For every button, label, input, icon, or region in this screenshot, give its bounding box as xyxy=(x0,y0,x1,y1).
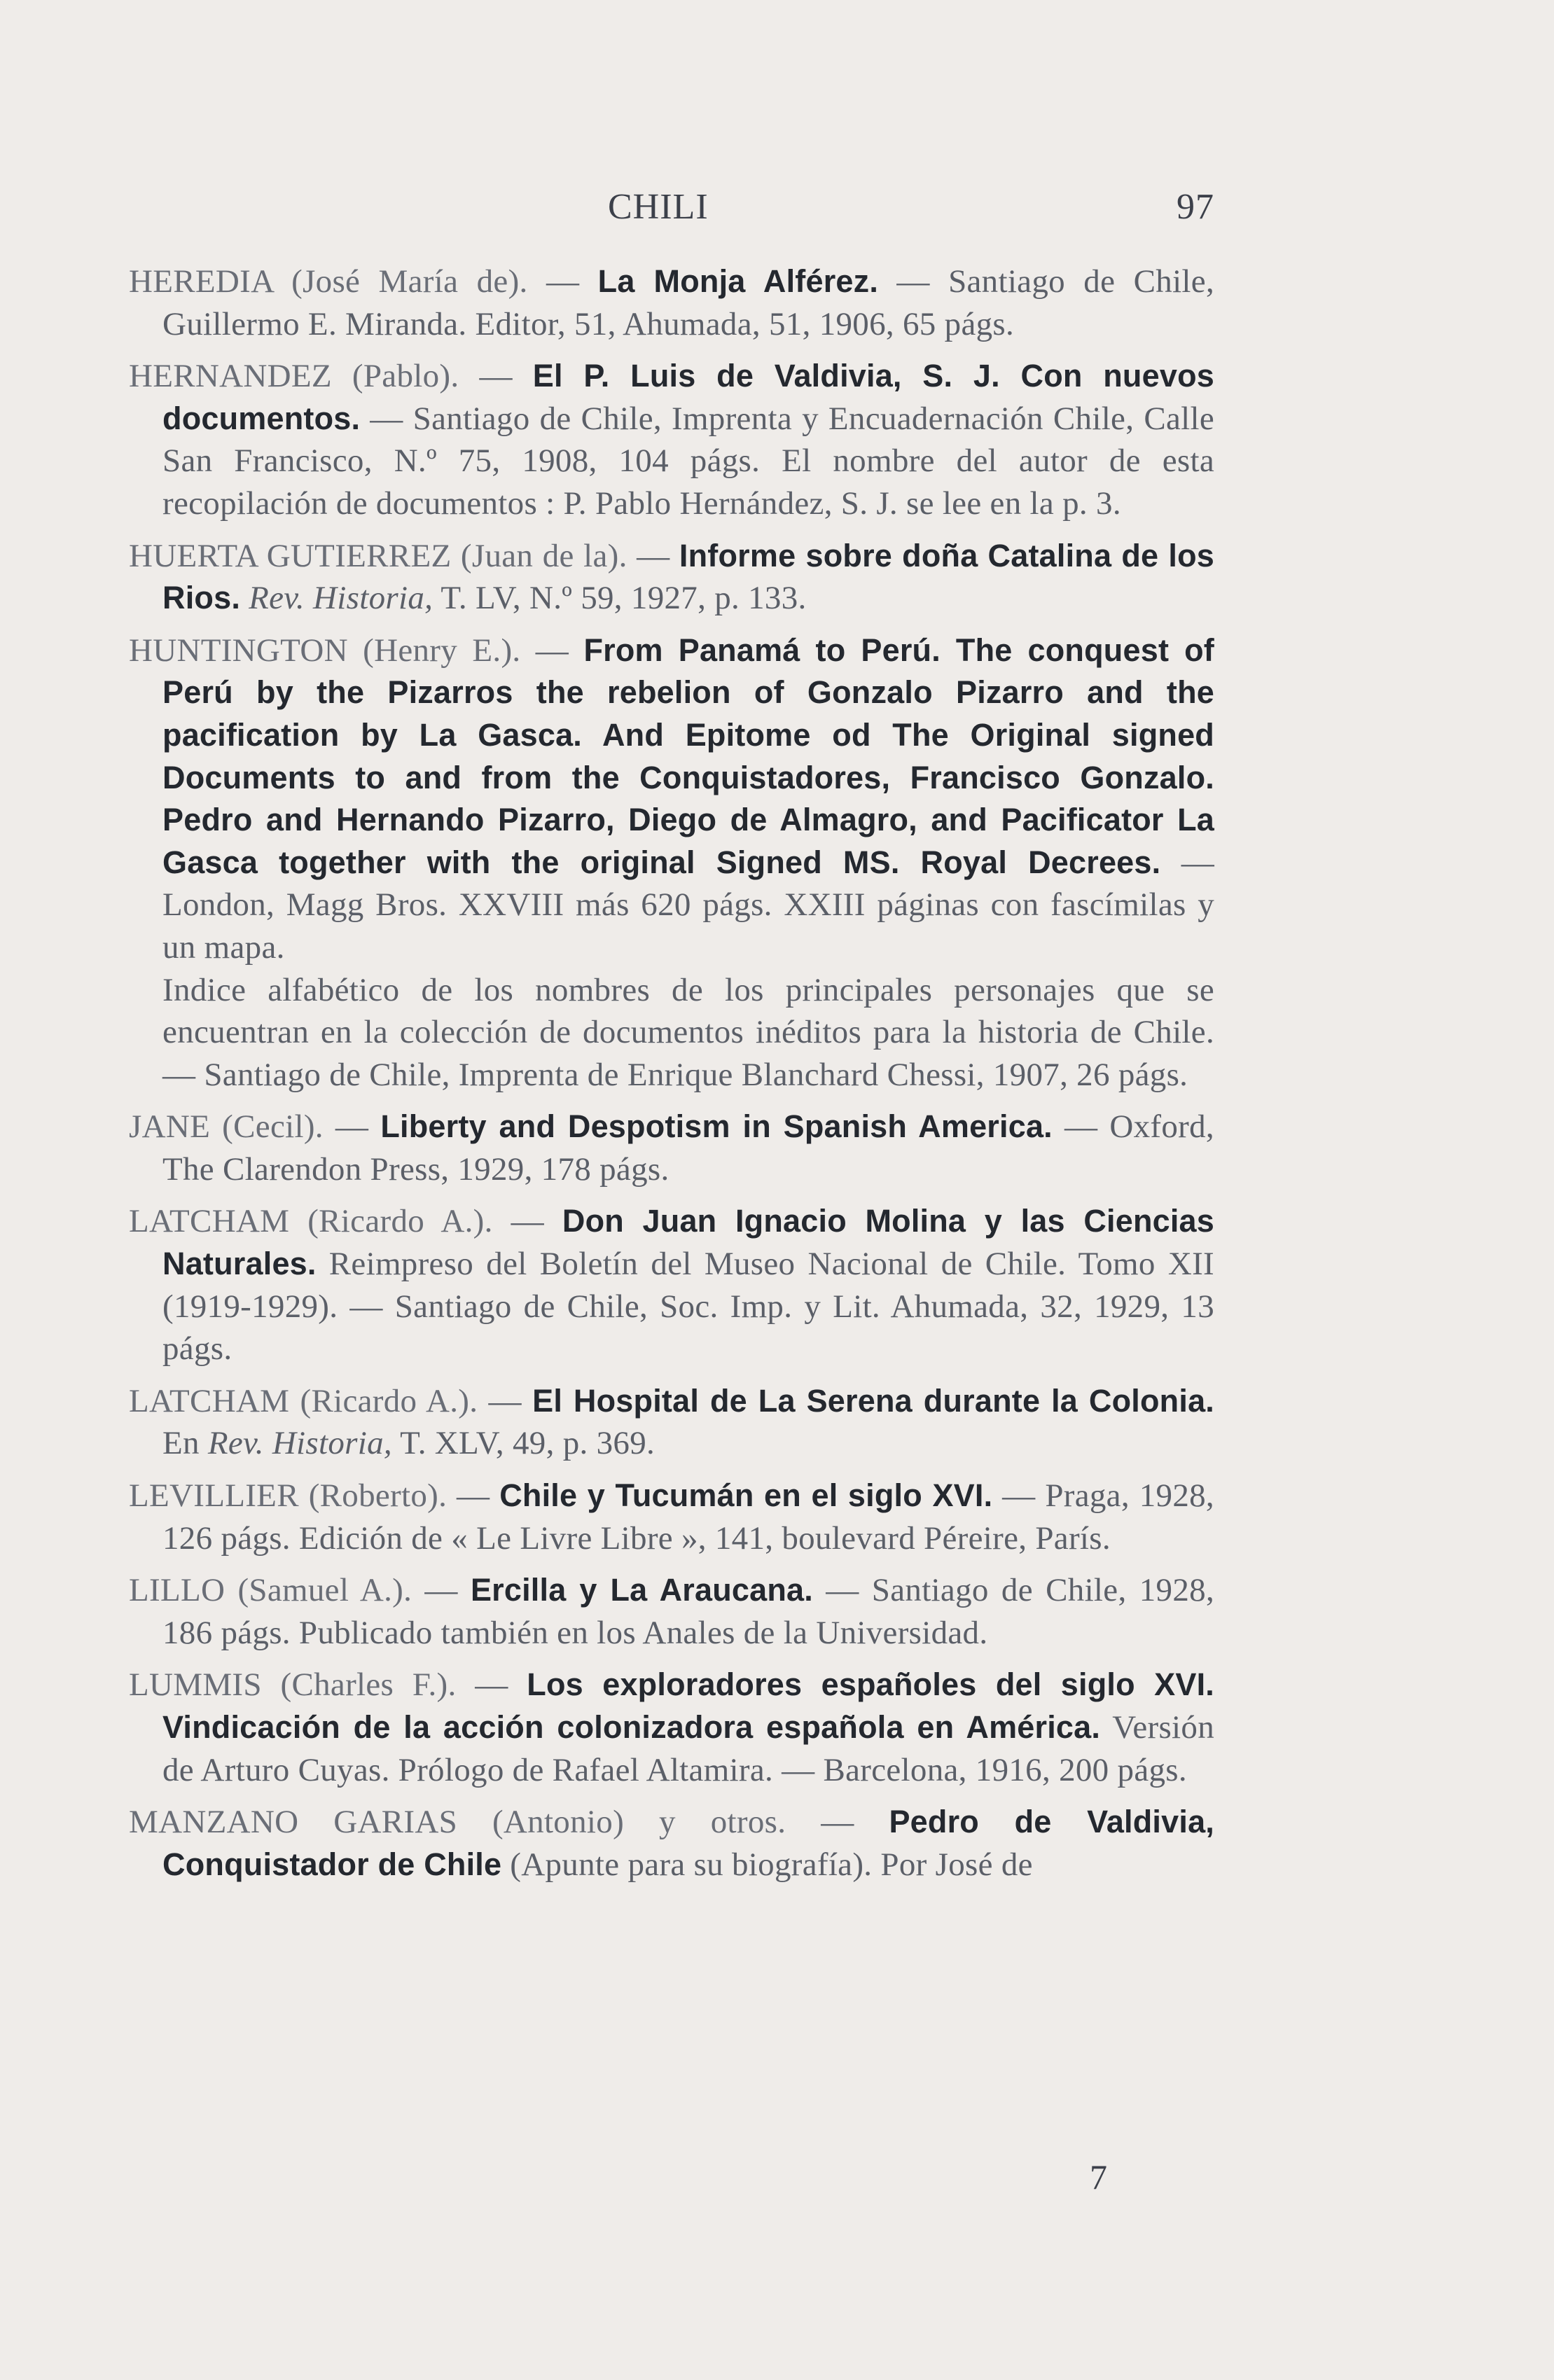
separator: — xyxy=(459,358,533,395)
bibliography-entry xyxy=(129,629,1214,969)
entry-author: JANE (Cecil). xyxy=(129,1108,324,1146)
bibliography-entry xyxy=(129,260,1214,345)
separator: — xyxy=(813,1572,872,1609)
bibliography-entry xyxy=(129,1664,1214,1791)
signature-mark: 7 xyxy=(1090,2157,1107,2197)
entry-publication: Santiago de Chile, Guillermo E. Miranda. Editor, 51, Ahumada, 51, 1906, 65 págs. xyxy=(162,263,1214,342)
entry-title: El P. Luis de Valdivia, S. J. Con nuevos documentos. xyxy=(162,358,1214,436)
separator: — xyxy=(323,1108,381,1146)
entry-publication: Praga, 1928, 126 págs. Edición de « Le Livre Libre », 141, boulevard Péreire, París. xyxy=(162,1477,1214,1557)
separator: En xyxy=(162,1425,208,1462)
entry-title: Pedro de Valdivia, Conquistador de Chile xyxy=(162,1804,1214,1882)
entry-author: LILLO (Samuel A.). xyxy=(129,1572,412,1609)
entry-author: LATCHAM (Ricardo A.). xyxy=(129,1382,478,1419)
entry-author: MANZANO GARIAS (Antonio) y otros. xyxy=(129,1804,786,1841)
bibliography-entry xyxy=(129,1200,1214,1370)
bibliography-list xyxy=(129,260,1214,1886)
separator: — xyxy=(627,537,679,574)
entry-publication: Versión de Arturo Cuyas. Prólogo de Rafael Altamira. — Barcelona, 1916, 200 págs. xyxy=(162,1709,1214,1788)
separator: — xyxy=(786,1804,889,1841)
entry-title: Ercilla y La Araucana. xyxy=(470,1572,813,1608)
entry-publication: London, Magg Bros. XXVIII más 620 págs. XXIII páginas con fascímilas y un mapa. xyxy=(162,886,1214,966)
separator: — xyxy=(520,632,584,669)
bibliography-entry xyxy=(129,1569,1214,1654)
separator: — xyxy=(492,1203,562,1240)
entry-author: HUERTA GUTIERREZ (Juan de la). xyxy=(129,537,627,574)
entry-journal: Rev. Historia, xyxy=(207,1425,392,1462)
separator xyxy=(1100,1709,1112,1746)
bibliography-entry xyxy=(129,355,1214,524)
entry-title: Don Juan Ignacio Molina y las Ciencias Naturales. xyxy=(162,1203,1215,1282)
separator: — xyxy=(360,400,413,437)
entry-author: LATCHAM (Ricardo A.). xyxy=(129,1203,493,1240)
bibliography-entry xyxy=(129,1475,1214,1559)
separator xyxy=(317,1246,329,1282)
entry-title: El Hospital de La Serena durante la Colonia. xyxy=(532,1382,1215,1419)
running-title: CHILI xyxy=(608,187,709,227)
page-number: 97 xyxy=(1177,187,1214,227)
entry-author: HUNTINGTON (Henry E.). xyxy=(129,632,521,669)
bibliography-entry xyxy=(129,1801,1214,1886)
separator: — xyxy=(447,1477,500,1515)
entry-publication: T. XLV, 49, p. 369. xyxy=(391,1425,655,1462)
entry-publication: (Apunte para su biografía). Por José de xyxy=(510,1846,1033,1883)
entry-title: Informe sobre doña Catalina de los Rios. xyxy=(162,537,1214,616)
entry-journal: Rev. Historia, xyxy=(249,580,433,617)
bibliography-subentry xyxy=(129,969,1214,1097)
separator: — xyxy=(478,1382,533,1419)
entry-publication: Santiago de Chile, 1928, 186 págs. Publicado también en los Anales de la Universidad. xyxy=(162,1572,1214,1651)
separator xyxy=(240,580,249,616)
bibliography-entry xyxy=(129,1380,1214,1465)
entry-title: La Monja Alférez. xyxy=(597,263,879,299)
entry-title: From Panamá to Perú. The conquest of Perú by the Pizarros the rebelion of Gonzalo Pizarro and the pacification by La Gasca. And Epitome od The Original signed Documents to and from the Conquistadores, Francisco Gonzalo. Pedro and Hernando Pizarro, Diego de Almagro, and Pacificator La Gasca together with the original Signed MS. Royal Decrees. xyxy=(162,632,1214,880)
entry-author: LEVILLIER (Roberto). xyxy=(129,1477,448,1515)
separator: — xyxy=(1052,1108,1110,1146)
entry-title: Liberty and Despotism in Spanish America. xyxy=(380,1108,1053,1145)
separator: — xyxy=(878,263,949,300)
entry-title: Chile y Tucumán en el siglo XVI. xyxy=(499,1477,993,1514)
separator xyxy=(501,1846,510,1883)
separator: — xyxy=(412,1572,471,1609)
entry-publication: Santiago de Chile, Imprenta y Encuadernación Chile, Calle San Francisco, N.º 75, 1908, 104 págs. El nombre del autor de esta recopilación de documentos : P. Pablo Hernández, S. J. se lee en la p. 3. xyxy=(162,400,1215,522)
entry-publication: Oxford, The Clarendon Press, 1929, 178 págs. xyxy=(162,1108,1214,1188)
separator: — xyxy=(527,263,598,300)
bibliography-entry xyxy=(129,535,1214,620)
entry-text: Indice alfabético de los nombres de los principales personajes que se encuentran en la colección de documentos inéditos para la historia de Chile. — Santiago de Chile, Imprenta de Enrique Blanchard Chessi, 1907, 26 págs. xyxy=(162,971,1214,1093)
entry-author: HERNANDEZ (Pablo). xyxy=(129,358,459,395)
entry-title: Los exploradores españoles del siglo XVI. Vindicación de la acción colonizadora española en América. xyxy=(162,1666,1214,1745)
entry-publication: T. LV, N.º 59, 1927, p. 133. xyxy=(433,580,807,617)
separator: — xyxy=(992,1477,1046,1515)
separator: — xyxy=(456,1666,527,1704)
entry-author: LUMMIS (Charles F.). xyxy=(129,1666,457,1704)
separator: — xyxy=(1160,844,1214,881)
bibliography-entry xyxy=(129,1106,1214,1190)
entry-author: HEREDIA (José María de). xyxy=(129,263,528,300)
entry-publication: Reimpreso del Boletín del Museo Nacional de Chile. Tomo XII (1919-1929). — Santiago de Chile, Soc. Imp. y Lit. Ahumada, 32, 1929, 13 págs. xyxy=(162,1246,1214,1368)
